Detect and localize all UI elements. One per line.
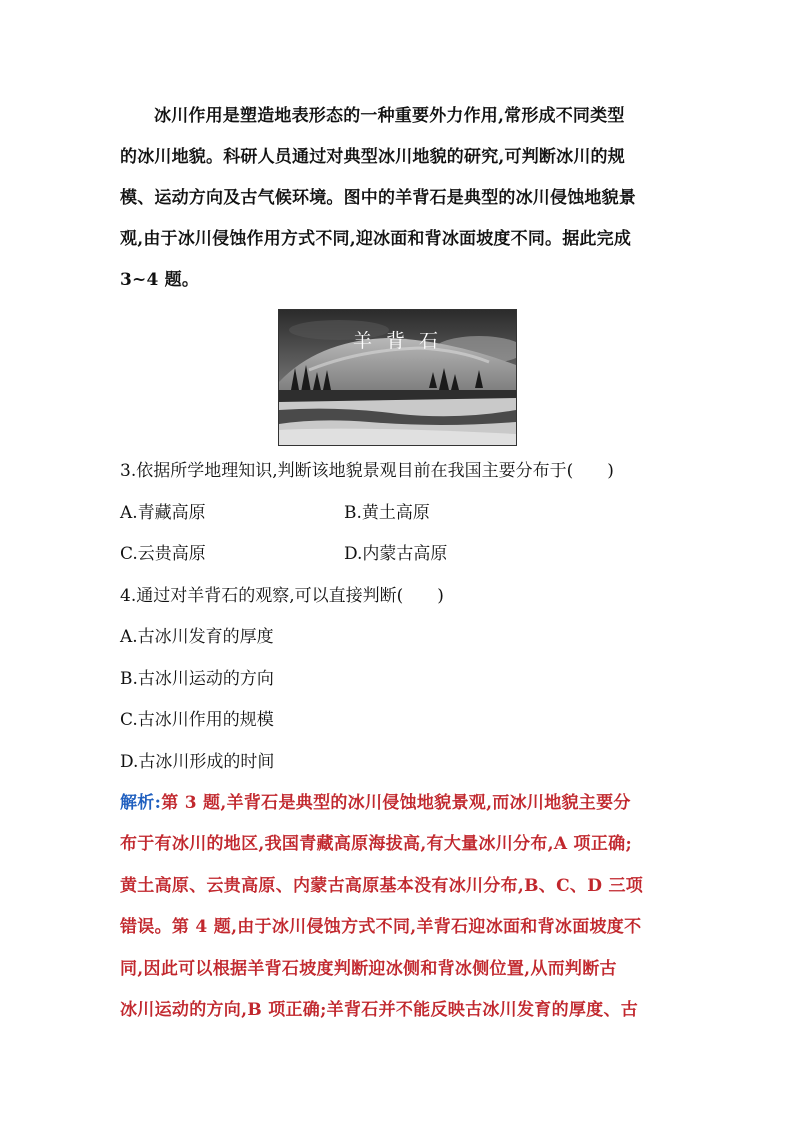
intro-line-2: 的冰川地貌。科研人员通过对典型冰川地貌的研究,可判断冰川的规: [120, 147, 625, 167]
q4-option-c: C.古冰川作用的规模: [120, 710, 274, 730]
analysis-line-5: 同,因此可以根据羊背石坡度判断迎冰侧和背冰侧位置,从而判断古: [120, 959, 617, 979]
q3-options-row-1: [120, 501, 430, 525]
analysis-line-1: [120, 791, 631, 815]
q4-option-a: A.古冰川发育的厚度: [120, 627, 274, 647]
q3-option-b: B.黄土高原: [344, 503, 430, 523]
analysis-line-3: 黄土高原、云贵高原、内蒙古高原基本没有冰川分布,B、C、D 三项: [120, 876, 644, 896]
q3-option-d: D.内蒙古高原: [344, 544, 448, 564]
intro-line-3: 模、运动方向及古气候环境。图中的羊背石是典型的冰川侵蚀地貌景: [120, 188, 636, 208]
analysis-line-1-text: 第 3 题,羊背石是典型的冰川侵蚀地貌景观,而冰川地貌主要分: [161, 793, 631, 813]
intro-line-4: 观,由于冰川侵蚀作用方式不同,迎冰面和背冰面坡度不同。据此完成: [120, 229, 632, 249]
intro-line-1: 冰川作用是塑造地表形态的一种重要外力作用,常形成不同类型: [154, 106, 625, 126]
q3-stem: 3.依据所学地理知识,判断该地貌景观目前在我国主要分布于( ): [120, 461, 614, 481]
analysis-line-2: 布于有冰川的地区,我国青藏高原海拔高,有大量冰川分布,A 项正确;: [120, 834, 633, 854]
q3-option-a: A.青藏高原: [120, 503, 206, 523]
analysis-line-4: 错误。第 4 题,由于冰川侵蚀方式不同,羊背石迎冰面和背冰面坡度不: [120, 917, 642, 937]
q4-stem: 4.通过对羊背石的观察,可以直接判断( ): [120, 586, 444, 606]
photo-caption: 羊背石: [352, 330, 452, 352]
q4-option-b: B.古冰川运动的方向: [120, 669, 274, 689]
analysis-line-6: 冰川运动的方向,B 项正确;羊背石并不能反映古冰川发育的厚度、古: [120, 1000, 639, 1020]
q3-options-row-2: [120, 542, 448, 566]
q4-option-d: D.古冰川形成的时间: [120, 752, 275, 772]
intro-line-5: 3~4 题。: [120, 270, 200, 290]
q3-option-c: C.云贵高原: [120, 544, 206, 564]
analysis-label: 解析:: [120, 793, 162, 813]
roche-moutonnee-photo: [278, 309, 517, 446]
